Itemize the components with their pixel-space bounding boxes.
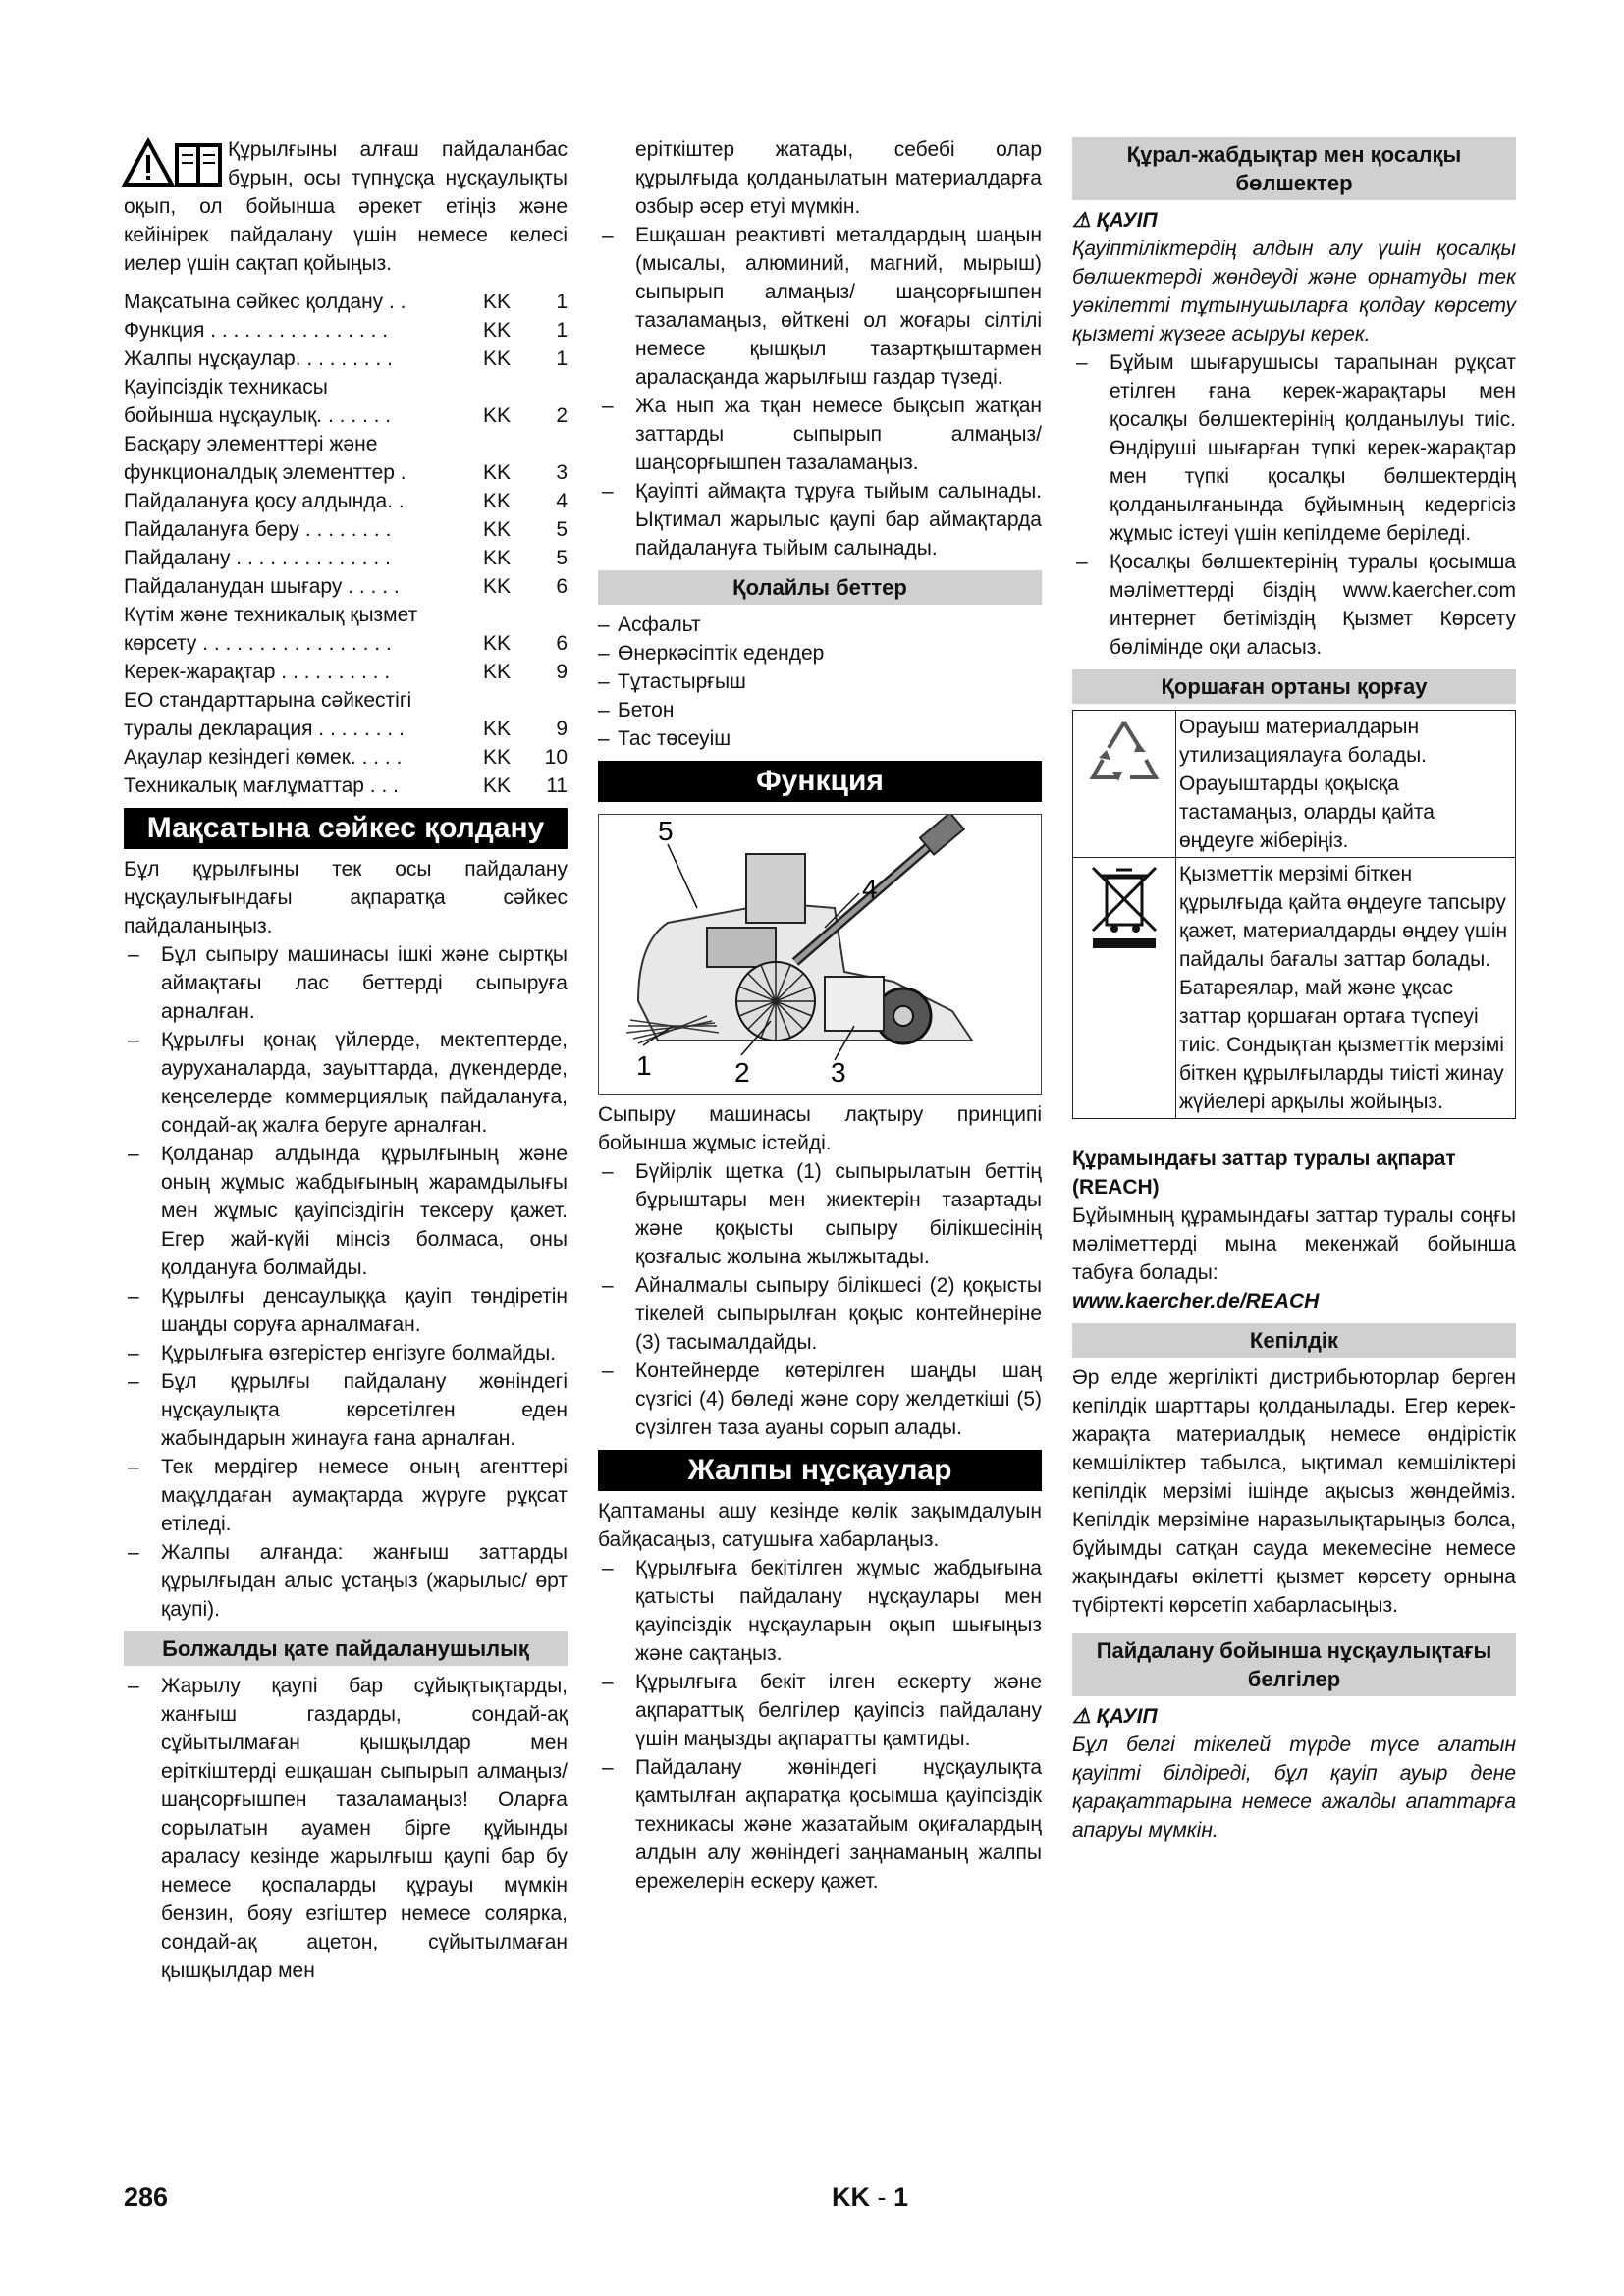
reach-text: Бұйымның құрамындағы заттар туралы соңғы мәліметтерді мына мекенжай бойынша табуға болады:	[1072, 1204, 1516, 1284]
env-icon-cell	[1073, 858, 1176, 1119]
label-4: 4	[862, 874, 878, 904]
toc-entry-title: Ақаулар кезіндегі көмек. . . . .	[124, 746, 403, 769]
accessories-danger-text: Қауіптіліктердің алдын алу үшін қосалқы бөлшектерді жөндеуді және орнатуды тек уәкілетті тұтынушыларға қолдау көрсету қызметі жүзеге асыруы керек.	[1072, 238, 1516, 346]
toc-entry	[124, 572, 568, 601]
toc-entry	[124, 743, 568, 772]
misuse-list	[598, 221, 1042, 562]
label-2: 2	[734, 1057, 750, 1088]
danger-label-symbols	[1072, 1702, 1516, 1731]
toc-entry-title: Пайдалану . . . . . . . . . . . . . .	[124, 547, 391, 569]
heading-symbols: Пайдалану бойынша нұсқаулықтағы белгілер	[1072, 1633, 1516, 1696]
list-item: – Ешқашан реактивті металдардың шаңын (мысалы, алюминий, магний, мырыш) сыпырып алмаңыз/ шаңсорғышпен тазаламаңыз, өйткені ол жоғары сілтілі немесе қышқыл тазартқыштармен араласқанда жарылғыш газдар түзеді.	[598, 221, 1042, 392]
toc-entry-lang: KK	[483, 461, 512, 484]
toc-entry	[124, 658, 568, 686]
toc-entry-page: 5	[556, 518, 568, 541]
toc-entry-prefix: Күтім және техникалық қызмет	[124, 604, 418, 626]
list-item: – Бұл құрылғы пайдалану жөніндегі нұсқаулықта көрсетілген еден жабындарын жинауға ғана арналған.	[124, 1367, 568, 1453]
toc-entry-title: Пайдалануға қосу алдында. .	[124, 490, 405, 512]
list-item: – Құрылғыға бекіт ілген ескерту және ақпараттық белгілер қауіпсіз пайдалану үшін маңызды ақпаратты қамтиды.	[598, 1668, 1042, 1753]
toc-entry-title: Пайдалануға беру . . . . . . . .	[124, 518, 392, 541]
function-intro: Сыпыру машинасы лақтыру принципі бойынша жұмыс істейді.	[598, 1103, 1042, 1154]
intro-paragraph	[124, 135, 568, 278]
list-item: – Айналмалы сыпыру білікшесі (2) қоқысты тікелей сыпырылған қоқыс контейнеріне (3) тасымалдайды.	[598, 1271, 1042, 1357]
toc-entry	[124, 487, 568, 515]
table-row	[1073, 858, 1516, 1119]
list-item: – Пайдалану жөніндегі нұсқаулықта қамтылған ақпаратқа қосымша қауіпсіздік техникасы және жазатайым оқиғалардың алдын алу жөніндегі заңнаманың жалпы ережелерін ескеру қажет.	[598, 1753, 1042, 1896]
toc-entry-lang: KK	[483, 291, 512, 313]
toc-entry-lang: KK	[483, 490, 512, 512]
heading-warranty: Кепілдік	[1072, 1323, 1516, 1358]
intended-use-list	[124, 940, 568, 1624]
toc-entry-title: Функция . . . . . . . . . . . . . . . .	[124, 319, 389, 342]
toc-entry	[124, 288, 568, 316]
warning-triangle-icon: ⚠	[1072, 209, 1091, 232]
toc-entry-page: 3	[556, 461, 568, 484]
toc-entry-lang: KK	[483, 518, 512, 541]
reach-link[interactable]: www.kaercher.de/REACH	[1072, 1290, 1320, 1312]
list-item: – Тас төсеуіш	[598, 724, 1042, 753]
warranty-text: Әр елде жергілікті дистрибьюторлар берген кепілдік шарттары қолданылады. Егер керек-жарақта материалдық немесе өндірістік кемшіліктер табылса, ықтимал кемшіліктері кепілдік мерзімі ішінде ақысыз жөндейміз. Кепілдік мерзіміне наразылықтарыңыз болса, бұйымды сатқан сауда мекемесіне немесе жақындағы өкілетті қызмет көрсету орнына түбіртекті көрсетіп хабарласыңыз.	[1072, 1366, 1516, 1617]
warning-triangle-icon: ⚠	[1072, 1705, 1091, 1728]
function-list	[598, 1157, 1042, 1442]
symbols-danger-text: Бұл белгі тікелей түрде түсе алатын қауіпті білдіреді, бұл қауіп ауыр дене қарақаттарына немесе ажалды апаттарға апаруы мүмкін.	[1072, 1734, 1516, 1842]
list-item: – Құрылғыға өзгерістер енгізуге болмайды.	[124, 1339, 568, 1367]
column-1	[124, 135, 568, 1985]
heading-accessories: Құрал-жабдықтар мен қосалқы бөлшектер	[1072, 137, 1516, 200]
toc-entry-prefix: Басқару элементтері және	[124, 433, 378, 455]
general-list	[598, 1554, 1042, 1896]
toc-entry-lang: KK	[483, 746, 512, 769]
toc-entry	[124, 345, 568, 373]
toc-entry-title: туралы декларация . . . . . . . .	[124, 718, 405, 740]
crossed-bin-icon	[1083, 860, 1165, 954]
heading-surfaces: Қолайлы беттер	[598, 570, 1042, 605]
list-item: – Бүйірлік щетка (1) сыпырылатын беттің бұрыштары мен жиектерін тазартады және қоқысты сыпыру білікшесінің қозғалыс жолына жылжытады.	[598, 1157, 1042, 1271]
list-item: – Құрылғыға бекітілген жұмыс жабдығына қатысты пайдалану нұсқаулары мен қауіпсіздік нұсқауларын оқып шығыңыз және сақтаңыз.	[598, 1554, 1042, 1668]
list-item: – Құрылғы қонақ үйлерде, мектептерде, ауруханаларда, зауыттарда, дүкендерде, кеңселерде коммерциялық пайдалануға, сондай-ақ жалға беруге арналған.	[124, 1026, 568, 1140]
toc-entry-page: 4	[556, 490, 568, 512]
toc-entry-page: 2	[556, 404, 568, 427]
toc-entry-lang: KK	[483, 547, 512, 569]
toc-entry-title: функционалдық элементтер .	[124, 461, 406, 484]
list-item: – Бетон	[598, 696, 1042, 724]
separator: -	[870, 2182, 893, 2212]
warning-manual-icon	[122, 135, 224, 188]
toc-entry-lang: KK	[483, 632, 512, 655]
toc-entry-prefix: ЕО стандарттарына сәйкестігі	[124, 689, 412, 712]
toc-entry-page: 9	[556, 718, 568, 740]
list-item: – Бұйым шығарушысы тарапынан рұқсат етілген ғана керек-жарақтары мен қосалқы бөлшектерінің қолданылуы тиіс. Өндіруші шығарған түпкі керек-жарақтар мен түпкі қосалқы бөлшектердің қолданылғанында бұйымның кедергісіз жұмыс істеуі үшін кепілдеме беріледі.	[1072, 348, 1516, 548]
table-of-contents	[124, 288, 568, 800]
page-number: 286	[124, 2182, 169, 2212]
column-3	[1072, 135, 1516, 1844]
danger-label-accessories	[1072, 206, 1516, 235]
toc-entry-page: 1	[556, 291, 568, 313]
toc-entry-lang: KK	[483, 404, 512, 427]
list-item: – Жарылу қаупі бар сұйықтықтарды, жанғыш газдарды, сондай-ақ сұйытылмаған қышқылдар мен еріткіштерді ешқашан сыпырып алмаңыз/шаңсорғышпен тазаламаңыз! Оларға сорылатын ауамен бірге құйынды араласу кезінде жарылғыш қаупі бар бу немесе қоспаларды құрауы мүмкін бензин, бояу езгіштер немесе солярка, сондай-ақ ацетон, сұйытылмаған қышқылдар мен	[124, 1672, 568, 1985]
toc-entry-prefix: Қауіпсіздік техникасы	[124, 376, 328, 399]
label-5: 5	[658, 816, 674, 846]
toc-entry-lang: KK	[483, 774, 512, 797]
toc-entry	[124, 401, 568, 430]
heading-reach: Құрамындағы заттар туралы ақпарат (REACH)	[1072, 1148, 1456, 1199]
list-item: – Өнеркәсіптік едендер	[598, 639, 1042, 667]
list-item: – Қолданар алдында құрылғының және оның жұмыс жабдығының жарамдылығы мен жұмыс қауіпсіздігін тексеру қажет. Егер жай-күйі мінсіз болмаса, оны қолдануға болмайды.	[124, 1140, 568, 1282]
heading-misuse: Болжалды қате пайдаланушылық	[124, 1631, 568, 1666]
list-item: – Жа нып жа тқан немесе бықсып жатқан заттарды сыпырып алмаңыз/ шаңсорғышпен тазаламаңыз.	[598, 392, 1042, 477]
list-item: – Тұтастырғыш	[598, 667, 1042, 696]
list-item: – Бұл сыпыру машинасы ішкі және сыртқы аймақтағы лас беттерді сыпыруға арналған.	[124, 940, 568, 1026]
env-text-packaging: Орауыш материалдарын утилизациялауға болады. Орауыштарды қоқысқа тастамаңыз, оларды қайта өңдеуге жіберіңіз.	[1176, 711, 1516, 858]
heading-environment: Қоршаған ортаны қорғау	[1072, 669, 1516, 704]
list-item: – Құрылғы денсаулыққа қауіп төндіретін шаңды соруға арналмаған.	[124, 1282, 568, 1339]
danger-label-text: ҚАУІП	[1096, 1705, 1158, 1728]
table-row	[1073, 711, 1516, 858]
general-intro: Қаптаманы ашу кезінде көлік зақымдалуын байқасаңыз, сатушыға хабарлаңыз.	[598, 1500, 1042, 1551]
toc-entry	[124, 715, 568, 743]
sweeper-illustration	[599, 815, 1041, 1092]
toc-entry-page: 6	[556, 575, 568, 598]
toc-entry-title: Пайдаланудан шығару . . . . .	[124, 575, 400, 598]
toc-entry-page: 9	[556, 661, 568, 683]
toc-entry-page: 11	[546, 774, 568, 797]
toc-entry-title: Керек-жарақтар . . . . . . . . . .	[124, 661, 391, 683]
toc-entry-lang: KK	[483, 718, 512, 740]
toc-entry-page: 6	[556, 632, 568, 655]
toc-entry-title: Техникалық мағлұматтар . . .	[124, 774, 399, 797]
intended-use-intro: Бұл құрылғыны тек осы пайдалану нұсқаулығындағы ақпаратқа сәйкес пайдаланыңыз.	[124, 858, 568, 937]
accessories-list	[1072, 348, 1516, 662]
toc-entry-page: 5	[556, 547, 568, 569]
heading-intended-use: Мақсатына сәйкес қолдану	[124, 808, 568, 849]
label-3: 3	[831, 1057, 846, 1088]
lang-code: KK	[832, 2182, 870, 2212]
list-item: – Жалпы алғанда: жанғыш заттарды құрылғыдан алыс ұстаңыз (жарылыс/ өрт қаупі).	[124, 1538, 568, 1624]
heading-general: Жалпы нұсқаулар	[598, 1450, 1042, 1491]
toc-entry-lang: KK	[483, 319, 512, 342]
toc-entry-title: Мақсатына сәйкес қолдану . .	[124, 291, 406, 313]
toc-entry-lang: KK	[483, 347, 512, 370]
toc-entry-page: 1	[556, 319, 568, 342]
list-item: – Контейнерде көтерілген шаңды шаң сүзгісі (4) бөледі және сору желдеткіші (5) сүзілген таза ауаны сорып алады.	[598, 1357, 1042, 1442]
toc-entry-page: 1	[556, 347, 568, 370]
env-icon-cell	[1073, 711, 1176, 858]
list-item: – Асфальт	[598, 611, 1042, 639]
surfaces-list	[598, 611, 1042, 753]
toc-entry-title: көрсету . . . . . . . . . . . . . . . . .	[124, 632, 392, 655]
danger-label-text: ҚАУІП	[1096, 209, 1158, 232]
list-item: – Қауіпті аймақта тұруға тыйым салынады. Ықтимал жарылыс қаупі бар аймақтарда пайдалануға тыйым салынады.	[598, 477, 1042, 562]
environment-table	[1072, 710, 1516, 1119]
list-item: – Қосалқы бөлшектерінің туралы қосымша мәліметтерді біздің www.kaercher.com интернет бетіміздің Қызмет Көрсету бөлімінде оқи аласыз.	[1072, 548, 1516, 662]
recycling-icon	[1083, 713, 1165, 795]
intro-text: Құрылғыны алғаш пайдаланбас бұрын, осы түпнұсқа нұсқаулықты оқып, ол бойынша әрекет етіңіз және кейінірек пайдалану үшін немесе келесі иелер үшін сақтап қойыңыз.	[124, 138, 568, 275]
list-item: – Тек мердігер немесе оның агенттері мақұлдаған аумақтарда жүруге рұқсат етіледі.	[124, 1453, 568, 1538]
label-1: 1	[636, 1050, 652, 1081]
toc-entry	[124, 629, 568, 658]
toc-entry	[124, 316, 568, 345]
toc-entry	[124, 772, 568, 800]
toc-entry-lang: KK	[483, 661, 512, 683]
toc-entry-page: 10	[544, 746, 568, 769]
toc-entry	[124, 544, 568, 572]
env-text-disposal: Қызметтік мерзімі біткен құрылғыда қайта өңдеуге тапсыру қажет, материалдарды өңдеу үшін пайдалы бағалы заттар болады. Батареялар, май және ұқсас заттар қоршаған ортаға түспеуі тиіс. Сондықтан қызметтік мерзімі біткен құрылғыларды тиісті жинау жүйелері арқылы жойыңыз.	[1176, 858, 1516, 1119]
heading-function: Функция	[598, 761, 1042, 802]
toc-entry	[124, 515, 568, 544]
column-2	[598, 135, 1042, 1896]
sweeper-diagram	[598, 814, 1042, 1095]
page-in-section: 1	[893, 2182, 909, 2212]
misuse-item1-continued: еріткіштер жатады, себебі олар құрылғыда қолданылатын материалдарға озбыр әсер етуі мүмкін.	[635, 138, 1042, 218]
toc-entry	[124, 458, 568, 487]
misuse-list-part1	[124, 1672, 568, 1985]
toc-entry-lang: KK	[483, 575, 512, 598]
toc-entry-title: Жалпы нұсқаулар. . . . . . . . .	[124, 347, 393, 370]
toc-entry-title: бойынша нұсқаулық. . . . . . .	[124, 404, 392, 427]
page-code	[832, 2183, 908, 2212]
